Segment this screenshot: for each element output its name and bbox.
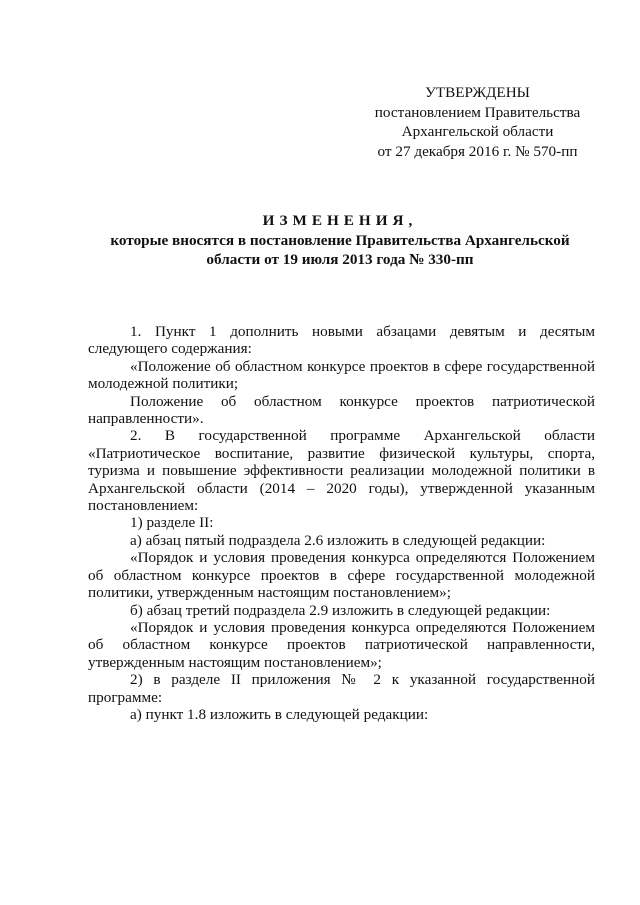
document-body bbox=[88, 323, 595, 723]
title-subtitle-line-2: области от 19 июля 2013 года № 330-пп bbox=[206, 251, 474, 268]
paragraph: 2. В государственной программе Архангельской области «Патриотическое воспитание, развитие физической культуры, спорта, туризма и повышение эффективности реализации молодежной политики в Архангельской области (2014 – 2020 годы), утвержденной указанным постановлением: bbox=[88, 427, 595, 515]
title-subtitle-line-1: которые вносятся в постановление Правительства Архангельской bbox=[110, 231, 570, 249]
paragraph: б) абзац третий подраздела 2.9 изложить в следующей редакции: bbox=[130, 601, 551, 619]
approval-stamp bbox=[360, 83, 595, 161]
paragraph: «Положение об областном конкурсе проектов в сфере государственной молодежной политики; bbox=[88, 357, 595, 393]
title-heading: ИЗМЕНЕНИЯ, bbox=[262, 212, 418, 229]
paragraph: 1) разделе II: bbox=[130, 514, 214, 532]
approval-line-3: от 27 декабря 2016 г. № 570-пп bbox=[377, 142, 578, 160]
paragraph: 2) в разделе II приложения № 2 к указанной государственной программе: bbox=[88, 671, 595, 706]
paragraph: «Порядок и условия проведения конкурса определяются Положением об областном конкурсе проектов патриотической направленности, утвержденным настоящим постановлением»; bbox=[88, 618, 595, 671]
paragraph: а) абзац пятый подраздела 2.6 изложить в следующей редакции: bbox=[130, 531, 546, 549]
document-title bbox=[100, 211, 580, 270]
paragraph: 1. Пункт 1 дополнить новыми абзацами девятым и десятым следующего содержания: bbox=[88, 323, 595, 358]
paragraph: «Порядок и условия проведения конкурса определяются Положением об областном конкурсе проектов в сфере государственной молодежной политики, утвержденным настоящим постановлением»; bbox=[88, 549, 595, 602]
paragraph: а) пункт 1.8 изложить в следующей редакции: bbox=[130, 705, 429, 723]
paragraph: Положение об областном конкурсе проектов патриотической направленности». bbox=[88, 392, 595, 428]
approval-status: УТВЕРЖДЕНЫ bbox=[425, 84, 530, 101]
approval-line-1: постановлением Правительства bbox=[374, 103, 581, 121]
approval-line-2: Архангельской области bbox=[401, 123, 554, 140]
